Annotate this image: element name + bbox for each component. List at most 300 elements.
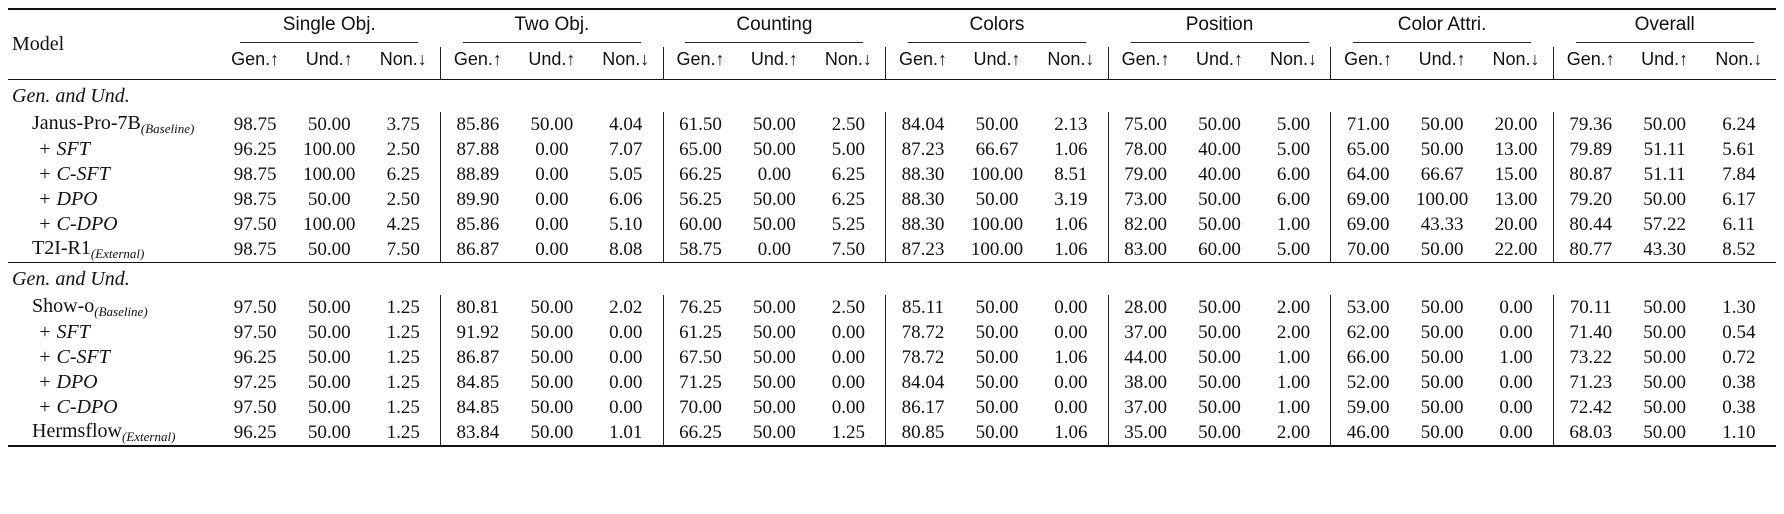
value-cell: 66.67 xyxy=(1420,163,1464,185)
value-cell: 2.00 xyxy=(1276,296,1311,318)
metric-header: Gen.↑ xyxy=(1553,47,1627,80)
metric-header: Gen.↑ xyxy=(441,47,515,80)
model-name: + DPO xyxy=(38,188,98,210)
value-cell: 50.00 xyxy=(1420,371,1464,393)
value-cell: 5.00 xyxy=(1276,113,1311,135)
group-header-label: Single Obj. xyxy=(240,14,418,43)
value-cell: 78.72 xyxy=(886,320,960,345)
value-cell: 50.00 xyxy=(753,188,796,210)
value-cell: 6.00 xyxy=(1276,163,1311,185)
value-cell: 50.00 xyxy=(1182,420,1256,446)
group-header-counting xyxy=(663,9,886,47)
value-cell: 50.00 xyxy=(1643,188,1687,210)
value-cell: 0.00 xyxy=(1054,371,1088,393)
model-name-cell xyxy=(8,112,218,137)
value-cell: 50.00 xyxy=(530,321,574,343)
value-cell: 6.25 xyxy=(831,163,865,185)
value-cell: 98.75 xyxy=(233,238,277,260)
value-cell: 84.04 xyxy=(886,112,960,137)
metric-header: Gen.↑ xyxy=(886,47,960,80)
model-name-cell xyxy=(8,162,218,187)
value-cell: 0.00 xyxy=(535,163,569,185)
model-name-cell xyxy=(8,295,218,320)
results-table-container xyxy=(8,8,1776,447)
value-cell: 0.38 xyxy=(1722,396,1756,418)
value-cell: 50.00 xyxy=(975,371,1019,393)
value-cell: 37.00 xyxy=(1108,320,1182,345)
value-cell: 1.00 xyxy=(1276,396,1311,418)
value-cell: 83.00 xyxy=(1108,237,1182,263)
value-cell: 69.00 xyxy=(1331,212,1405,237)
value-cell: 50.00 xyxy=(1420,113,1464,135)
value-cell: 8.51 xyxy=(1054,163,1088,185)
value-cell: 50.00 xyxy=(515,420,589,446)
group-header-label: Colors xyxy=(908,14,1086,43)
table-row xyxy=(8,395,1776,420)
value-cell: 50.00 xyxy=(753,296,796,318)
table-row xyxy=(8,345,1776,370)
table-row xyxy=(8,295,1776,320)
group-header-row xyxy=(8,9,1776,47)
value-cell: 50.00 xyxy=(975,346,1019,368)
value-cell: 7.07 xyxy=(609,138,643,160)
model-name: Show-o xyxy=(32,295,95,317)
table-row xyxy=(8,187,1776,212)
model-column-header: Model xyxy=(8,9,218,80)
value-cell: 6.17 xyxy=(1722,188,1756,210)
value-cell: 35.00 xyxy=(1108,420,1182,446)
value-cell: 50.00 xyxy=(1420,321,1464,343)
value-cell: 85.86 xyxy=(441,112,515,137)
value-cell: 66.67 xyxy=(975,138,1019,160)
value-cell: 1.25 xyxy=(366,420,440,446)
value-cell: 50.00 xyxy=(975,296,1019,318)
value-cell: 76.25 xyxy=(663,295,737,320)
value-cell: 96.25 xyxy=(233,138,277,160)
model-name: + C-DPO xyxy=(38,213,118,235)
value-cell: 0.00 xyxy=(1499,321,1533,343)
value-cell: 62.00 xyxy=(1331,320,1405,345)
value-cell: 96.25 xyxy=(218,420,292,446)
table-row xyxy=(8,237,1776,263)
model-name: + C-SFT xyxy=(38,163,110,185)
model-name-cell xyxy=(8,420,218,446)
value-cell: 84.04 xyxy=(886,370,960,395)
value-cell: 2.50 xyxy=(831,296,865,318)
metric-header: Non.↓ xyxy=(1047,49,1095,69)
value-cell: 20.00 xyxy=(1494,213,1538,235)
value-cell: 50.00 xyxy=(1198,296,1241,318)
value-cell: 50.00 xyxy=(1420,346,1464,368)
value-cell: 5.00 xyxy=(831,138,865,160)
value-cell: 60.00 xyxy=(663,212,737,237)
value-cell: 0.54 xyxy=(1722,321,1756,343)
value-cell: 51.11 xyxy=(1643,163,1686,185)
value-cell: 71.40 xyxy=(1553,320,1627,345)
value-cell: 50.00 xyxy=(753,371,796,393)
group-header-position xyxy=(1108,9,1331,47)
metric-header: Non.↓ xyxy=(1269,49,1317,69)
value-cell: 50.00 xyxy=(530,371,574,393)
value-cell: 40.00 xyxy=(1198,163,1241,185)
value-cell: 50.00 xyxy=(307,321,351,343)
value-cell: 66.25 xyxy=(663,420,737,446)
value-cell: 97.50 xyxy=(233,213,277,235)
model-name: + C-SFT xyxy=(38,346,110,368)
value-cell: 61.25 xyxy=(663,320,737,345)
metric-header-row xyxy=(8,47,1776,80)
value-cell: 0.72 xyxy=(1722,346,1756,368)
value-cell: 0.38 xyxy=(1722,371,1756,393)
value-cell: 43.33 xyxy=(1420,213,1464,235)
value-cell: 7.50 xyxy=(831,238,865,260)
value-cell: 1.10 xyxy=(1702,420,1776,446)
value-cell: 88.30 xyxy=(886,212,960,237)
value-cell: 50.00 xyxy=(1198,113,1241,135)
value-cell: 53.00 xyxy=(1331,295,1405,320)
value-cell: 66.00 xyxy=(1331,345,1405,370)
value-cell: 78.72 xyxy=(886,345,960,370)
value-cell: 82.00 xyxy=(1108,212,1182,237)
value-cell: 100.00 xyxy=(970,163,1024,185)
metric-header: Und.↑ xyxy=(1196,49,1244,69)
model-name: Janus-Pro-7B xyxy=(32,112,141,134)
value-cell: 46.00 xyxy=(1331,420,1405,446)
value-cell: 50.00 xyxy=(1198,396,1241,418)
value-cell: 79.89 xyxy=(1553,137,1627,162)
group-header-label: Two Obj. xyxy=(463,14,641,43)
value-cell: 50.00 xyxy=(1405,420,1479,446)
value-cell: 28.00 xyxy=(1108,295,1182,320)
value-cell: 50.00 xyxy=(307,396,351,418)
value-cell: 80.85 xyxy=(886,420,960,446)
value-cell: 50.00 xyxy=(1198,188,1241,210)
table-row xyxy=(8,212,1776,237)
metric-header: Gen.↑ xyxy=(231,49,280,69)
value-cell: 50.00 xyxy=(307,296,351,318)
value-cell: 52.00 xyxy=(1331,370,1405,395)
table-row xyxy=(8,420,1776,446)
value-cell: 50.00 xyxy=(1643,396,1687,418)
value-cell: 1.25 xyxy=(812,420,886,446)
value-cell: 1.00 xyxy=(1276,213,1311,235)
value-cell: 50.00 xyxy=(1198,213,1241,235)
value-cell: 85.86 xyxy=(441,212,515,237)
value-cell: 50.00 xyxy=(1643,346,1687,368)
value-cell: 0.00 xyxy=(831,371,865,393)
value-cell: 86.87 xyxy=(441,237,515,263)
value-cell: 50.00 xyxy=(975,188,1019,210)
model-name-cell xyxy=(8,370,218,395)
section-row xyxy=(8,80,1776,113)
value-cell: 71.00 xyxy=(1331,112,1405,137)
value-cell: 50.00 xyxy=(753,138,796,160)
value-cell: 50.00 xyxy=(292,420,366,446)
value-cell: 7.50 xyxy=(386,238,420,260)
value-cell: 0.00 xyxy=(757,238,792,260)
value-cell: 50.00 xyxy=(975,396,1019,418)
value-cell: 50.00 xyxy=(753,321,796,343)
value-cell: 0.00 xyxy=(1499,396,1533,418)
value-cell: 40.00 xyxy=(1198,138,1241,160)
value-cell: 1.25 xyxy=(386,371,420,393)
value-cell: 50.00 xyxy=(1643,371,1687,393)
table-row xyxy=(8,137,1776,162)
metric-header: Und.↑ xyxy=(305,49,353,69)
value-cell: 1.00 xyxy=(1499,346,1533,368)
model-name-cell xyxy=(8,187,218,212)
value-cell: 4.04 xyxy=(609,113,643,135)
value-cell: 50.00 xyxy=(530,296,574,318)
value-cell: 1.00 xyxy=(1276,371,1311,393)
value-cell: 70.00 xyxy=(1331,237,1405,263)
model-name-cell xyxy=(8,237,218,263)
model-name: T2I-R1 xyxy=(32,237,91,259)
model-name-cell xyxy=(8,395,218,420)
results-table xyxy=(8,8,1776,447)
value-cell: 1.06 xyxy=(1054,238,1088,260)
value-cell: 51.11 xyxy=(1643,138,1686,160)
model-tag: (External) xyxy=(121,429,176,444)
value-cell: 80.81 xyxy=(441,295,515,320)
value-cell: 79.00 xyxy=(1108,162,1182,187)
value-cell: 20.00 xyxy=(1494,113,1538,135)
metric-header: Non.↓ xyxy=(824,49,872,69)
table-row xyxy=(8,162,1776,187)
value-cell: 79.36 xyxy=(1553,112,1627,137)
value-cell: 67.50 xyxy=(663,345,737,370)
value-cell: 50.00 xyxy=(1198,321,1241,343)
value-cell: 87.23 xyxy=(886,137,960,162)
value-cell: 0.00 xyxy=(609,371,643,393)
value-cell: 2.02 xyxy=(609,296,643,318)
value-cell: 5.05 xyxy=(609,163,643,185)
value-cell: 50.00 xyxy=(960,420,1034,446)
metric-header: Non.↓ xyxy=(1492,49,1540,69)
table-row xyxy=(8,112,1776,137)
group-header-two-obj xyxy=(441,9,664,47)
value-cell: 96.25 xyxy=(233,346,277,368)
value-cell: 50.00 xyxy=(1420,396,1464,418)
value-cell: 6.24 xyxy=(1722,113,1756,135)
value-cell: 0.00 xyxy=(535,138,569,160)
metric-header: Und.↑ xyxy=(1418,49,1466,69)
value-cell: 1.06 xyxy=(1054,213,1088,235)
value-cell: 50.00 xyxy=(1643,296,1687,318)
value-cell: 65.00 xyxy=(1331,137,1405,162)
value-cell: 50.00 xyxy=(1420,138,1464,160)
value-cell: 100.00 xyxy=(303,138,356,160)
value-cell: 65.00 xyxy=(663,137,737,162)
value-cell: 97.25 xyxy=(233,371,277,393)
value-cell: 57.22 xyxy=(1643,213,1687,235)
value-cell: 85.11 xyxy=(886,295,960,320)
value-cell: 0.00 xyxy=(1054,321,1088,343)
value-cell: 0.00 xyxy=(1499,296,1533,318)
value-cell: 1.30 xyxy=(1722,296,1756,318)
model-name: + SFT xyxy=(38,321,90,343)
value-cell: 50.00 xyxy=(530,396,574,418)
model-name: Hermsflow xyxy=(32,420,122,442)
group-header-colors xyxy=(886,9,1109,47)
value-cell: 50.00 xyxy=(753,213,796,235)
value-cell: 6.00 xyxy=(1276,188,1311,210)
value-cell: 73.00 xyxy=(1108,187,1182,212)
value-cell: 70.11 xyxy=(1553,295,1627,320)
metric-header: Und.↑ xyxy=(750,49,798,69)
group-header-single-obj xyxy=(218,9,441,47)
value-cell: 50.00 xyxy=(975,321,1019,343)
value-cell: 100.00 xyxy=(1415,188,1469,210)
value-cell: 50.00 xyxy=(753,113,796,135)
value-cell: 91.92 xyxy=(441,320,515,345)
value-cell: 0.00 xyxy=(1054,396,1088,418)
value-cell: 87.88 xyxy=(441,137,515,162)
value-cell: 2.50 xyxy=(386,188,420,210)
value-cell: 1.01 xyxy=(589,420,663,446)
metric-header: Gen.↑ xyxy=(663,47,737,80)
value-cell: 75.00 xyxy=(1108,112,1182,137)
value-cell: 0.00 xyxy=(535,213,569,235)
value-cell: 2.00 xyxy=(1257,420,1331,446)
value-cell: 0.00 xyxy=(609,346,643,368)
metric-header: Und.↑ xyxy=(973,49,1021,69)
value-cell: 50.00 xyxy=(530,113,574,135)
value-cell: 86.87 xyxy=(441,345,515,370)
value-cell: 50.00 xyxy=(307,238,351,260)
value-cell: 6.25 xyxy=(831,188,865,210)
value-cell: 61.50 xyxy=(663,112,737,137)
value-cell: 80.44 xyxy=(1553,212,1627,237)
value-cell: 5.00 xyxy=(1276,138,1311,160)
value-cell: 1.06 xyxy=(1054,138,1088,160)
value-cell: 100.00 xyxy=(303,213,356,235)
value-cell: 43.30 xyxy=(1643,238,1687,260)
value-cell: 72.42 xyxy=(1553,395,1627,420)
metric-header: Und.↑ xyxy=(528,49,576,69)
metric-header: Und.↑ xyxy=(1641,49,1689,69)
value-cell: 80.77 xyxy=(1553,237,1627,263)
value-cell: 2.50 xyxy=(386,138,420,160)
value-cell: 2.00 xyxy=(1276,321,1311,343)
value-cell: 50.00 xyxy=(753,346,796,368)
value-cell: 2.13 xyxy=(1054,113,1088,135)
value-cell: 13.00 xyxy=(1494,188,1538,210)
model-name-cell xyxy=(8,320,218,345)
value-cell: 0.00 xyxy=(1499,371,1533,393)
value-cell: 69.00 xyxy=(1331,187,1405,212)
value-cell: 50.00 xyxy=(1420,296,1464,318)
value-cell: 59.00 xyxy=(1331,395,1405,420)
value-cell: 0.00 xyxy=(831,321,865,343)
value-cell: 71.25 xyxy=(663,370,737,395)
value-cell: 13.00 xyxy=(1494,138,1538,160)
value-cell: 78.00 xyxy=(1108,137,1182,162)
value-cell: 0.00 xyxy=(535,238,569,260)
section-row xyxy=(8,263,1776,296)
value-cell: 100.00 xyxy=(970,213,1024,235)
value-cell: 97.50 xyxy=(233,321,277,343)
model-name: + C-DPO xyxy=(38,396,118,418)
value-cell: 1.25 xyxy=(386,321,420,343)
value-cell: 22.00 xyxy=(1494,238,1538,260)
value-cell: 5.00 xyxy=(1276,238,1311,260)
section-title: Gen. and Und. xyxy=(8,80,1776,113)
model-name-cell xyxy=(8,137,218,162)
value-cell: 3.19 xyxy=(1054,188,1088,210)
model-tag: (External) xyxy=(90,246,145,261)
value-cell: 50.00 xyxy=(1628,420,1702,446)
model-tag: (Baseline) xyxy=(140,121,195,136)
value-cell: 50.00 xyxy=(975,113,1019,135)
value-cell: 1.25 xyxy=(386,346,420,368)
value-cell: 6.06 xyxy=(609,188,643,210)
value-cell: 0.00 xyxy=(1054,296,1088,318)
value-cell: 37.00 xyxy=(1108,395,1182,420)
value-cell: 7.84 xyxy=(1722,163,1756,185)
value-cell: 5.61 xyxy=(1722,138,1756,160)
group-header-label: Counting xyxy=(685,14,863,43)
value-cell: 100.00 xyxy=(970,238,1024,260)
value-cell: 88.30 xyxy=(886,187,960,212)
value-cell: 0.00 xyxy=(609,321,643,343)
value-cell: 86.17 xyxy=(886,395,960,420)
value-cell: 100.00 xyxy=(303,163,356,185)
metric-header: Non.↓ xyxy=(1715,49,1763,69)
value-cell: 80.87 xyxy=(1553,162,1627,187)
value-cell: 70.00 xyxy=(663,395,737,420)
value-cell: 8.52 xyxy=(1722,238,1756,260)
value-cell: 50.00 xyxy=(1643,321,1687,343)
value-cell: 64.00 xyxy=(1331,162,1405,187)
value-cell: 50.00 xyxy=(307,371,351,393)
value-cell: 1.25 xyxy=(386,296,420,318)
value-cell: 84.85 xyxy=(441,395,515,420)
value-cell: 50.00 xyxy=(307,113,351,135)
model-name-cell xyxy=(8,212,218,237)
metric-header: Gen.↑ xyxy=(1108,47,1182,80)
model-name-cell xyxy=(8,345,218,370)
results-body xyxy=(8,80,1776,447)
group-header-label: Color Attri. xyxy=(1353,14,1531,43)
value-cell: 87.23 xyxy=(886,237,960,263)
metric-header: Non.↓ xyxy=(379,49,427,69)
model-name: + DPO xyxy=(38,371,98,393)
value-cell: 0.00 xyxy=(757,163,792,185)
value-cell: 50.00 xyxy=(753,396,796,418)
value-cell: 71.23 xyxy=(1553,370,1627,395)
metric-header: Gen.↑ xyxy=(1331,47,1405,80)
value-cell: 56.25 xyxy=(663,187,737,212)
value-cell: 97.50 xyxy=(233,296,277,318)
value-cell: 50.00 xyxy=(1198,371,1241,393)
value-cell: 60.00 xyxy=(1198,238,1241,260)
value-cell: 50.00 xyxy=(530,346,574,368)
value-cell: 98.75 xyxy=(233,163,277,185)
value-cell: 98.75 xyxy=(233,188,277,210)
value-cell: 1.25 xyxy=(386,396,420,418)
value-cell: 15.00 xyxy=(1494,163,1538,185)
value-cell: 50.00 xyxy=(1643,113,1687,135)
value-cell: 5.10 xyxy=(609,213,643,235)
model-name: + SFT xyxy=(38,138,90,160)
value-cell: 89.90 xyxy=(441,187,515,212)
value-cell: 66.25 xyxy=(663,162,737,187)
group-header-color-attri xyxy=(1331,9,1554,47)
value-cell: 68.03 xyxy=(1553,420,1627,446)
value-cell: 50.00 xyxy=(307,346,351,368)
table-row xyxy=(8,320,1776,345)
